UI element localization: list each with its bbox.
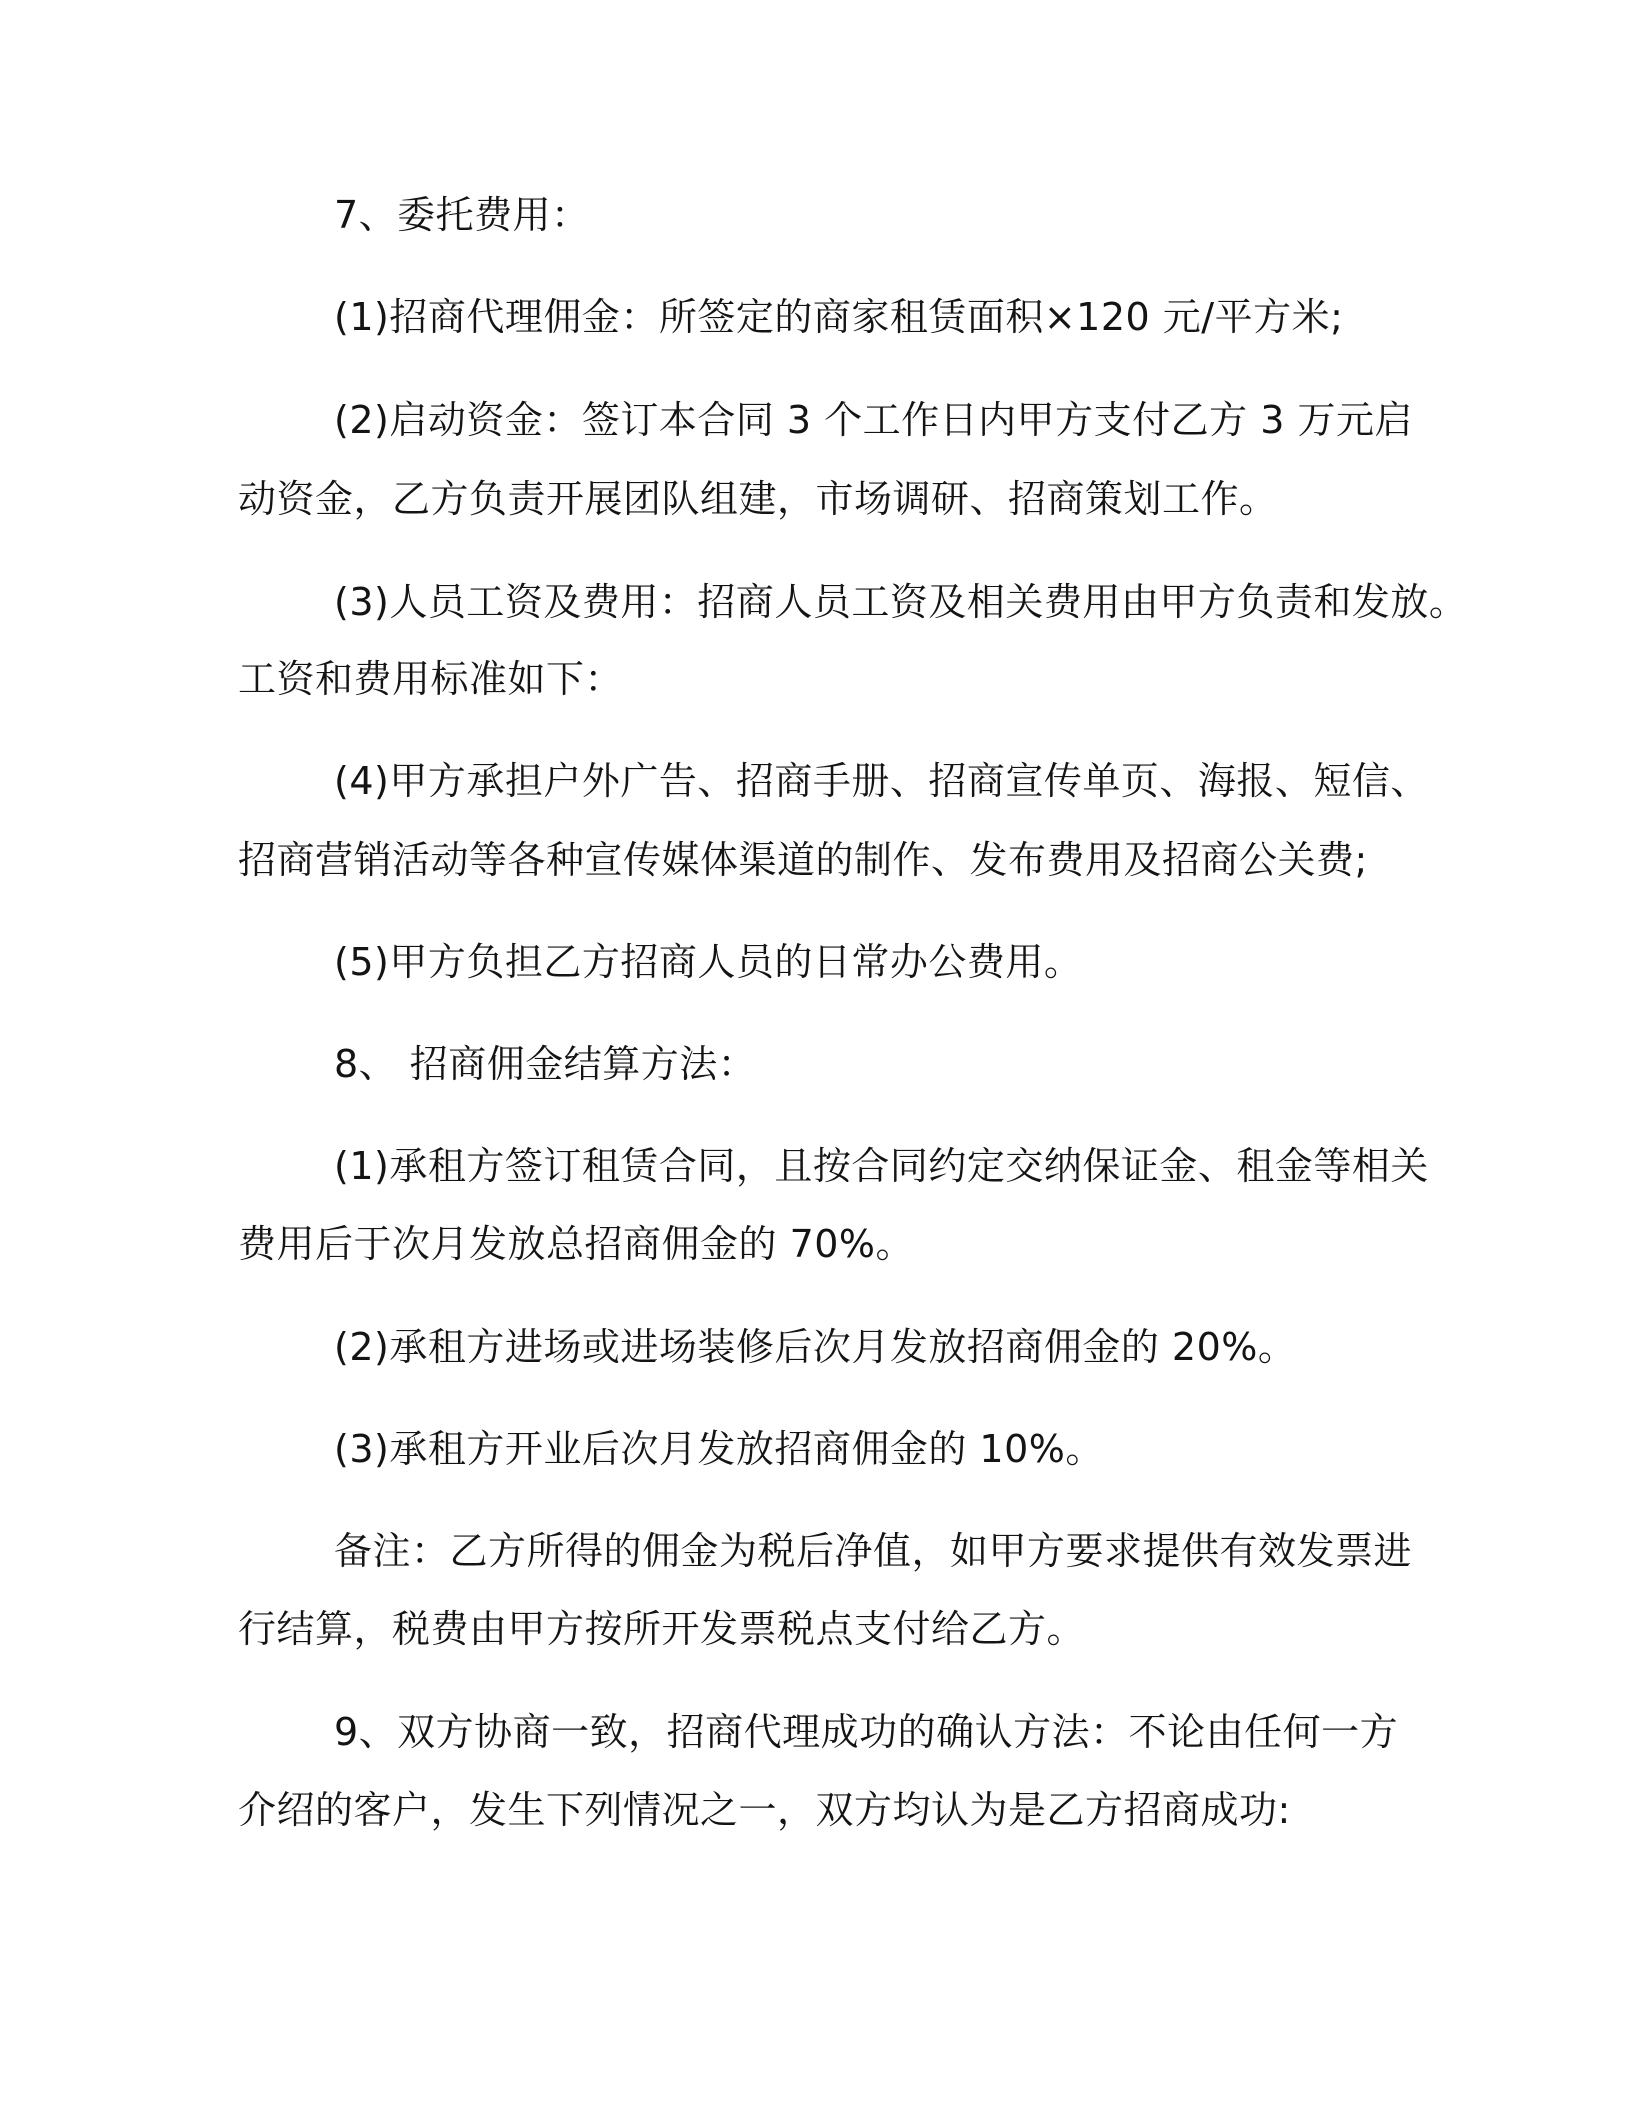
note-line-1: 备注：乙方所得的佣金为税后净值，如甲方要求提供有效发票进 bbox=[334, 1529, 1413, 1573]
section-8-heading: 8、 招商佣金结算方法： bbox=[334, 1042, 757, 1086]
clause-7-3-line-2: 工资和费用标准如下： bbox=[238, 657, 624, 701]
note-line-2: 行结算，税费由甲方按所开发票税点支付给乙方。 bbox=[238, 1607, 1086, 1651]
clause-8-1-line-1: (1)承租方签订租赁合同，且按合同约定交纳保证金、租金等相关 bbox=[334, 1144, 1429, 1188]
clause-8-3: (3)承租方开业后次月发放招商佣金的 10%。 bbox=[334, 1427, 1104, 1471]
section-9-line-1: 9、双方协商一致，招商代理成功的确认方法：不论由任何一方 bbox=[334, 1710, 1399, 1754]
clause-7-4-line-2: 招商营销活动等各种宣传媒体渠道的制作、发布费用及招商公关费; bbox=[238, 838, 1368, 882]
clause-8-2: (2)承租方进场或进场装修后次月发放招商佣金的 20%。 bbox=[334, 1325, 1297, 1369]
section-9-line-2: 介绍的客户，发生下列情况之一，双方均认为是乙方招商成功: bbox=[238, 1788, 1291, 1832]
section-7-heading: 7、委托费用： bbox=[334, 193, 590, 237]
clause-8-1-line-2: 费用后于次月发放总招商佣金的 70%。 bbox=[238, 1222, 915, 1266]
clause-7-2-line-1: (2)启动资金：签订本合同 3 个工作日内甲方支付乙方 3 万元启 bbox=[334, 398, 1413, 442]
clause-7-4-line-1: (4)甲方承担户外广告、招商手册、招商宣传单页、海报、短信、 bbox=[334, 759, 1429, 803]
clause-7-2-line-2: 动资金，乙方负责开展团队组建，市场调研、招商策划工作。 bbox=[238, 477, 1278, 521]
clause-7-5: (5)甲方负担乙方招商人员的日常办公费用。 bbox=[334, 940, 1083, 984]
clause-7-1: (1)招商代理佣金：所签定的商家租赁面积×120 元/平方米; bbox=[334, 295, 1344, 339]
clause-7-3-line-1: (3)人员工资及费用：招商人员工资及相关费用由甲方负责和发放。 bbox=[334, 580, 1468, 624]
